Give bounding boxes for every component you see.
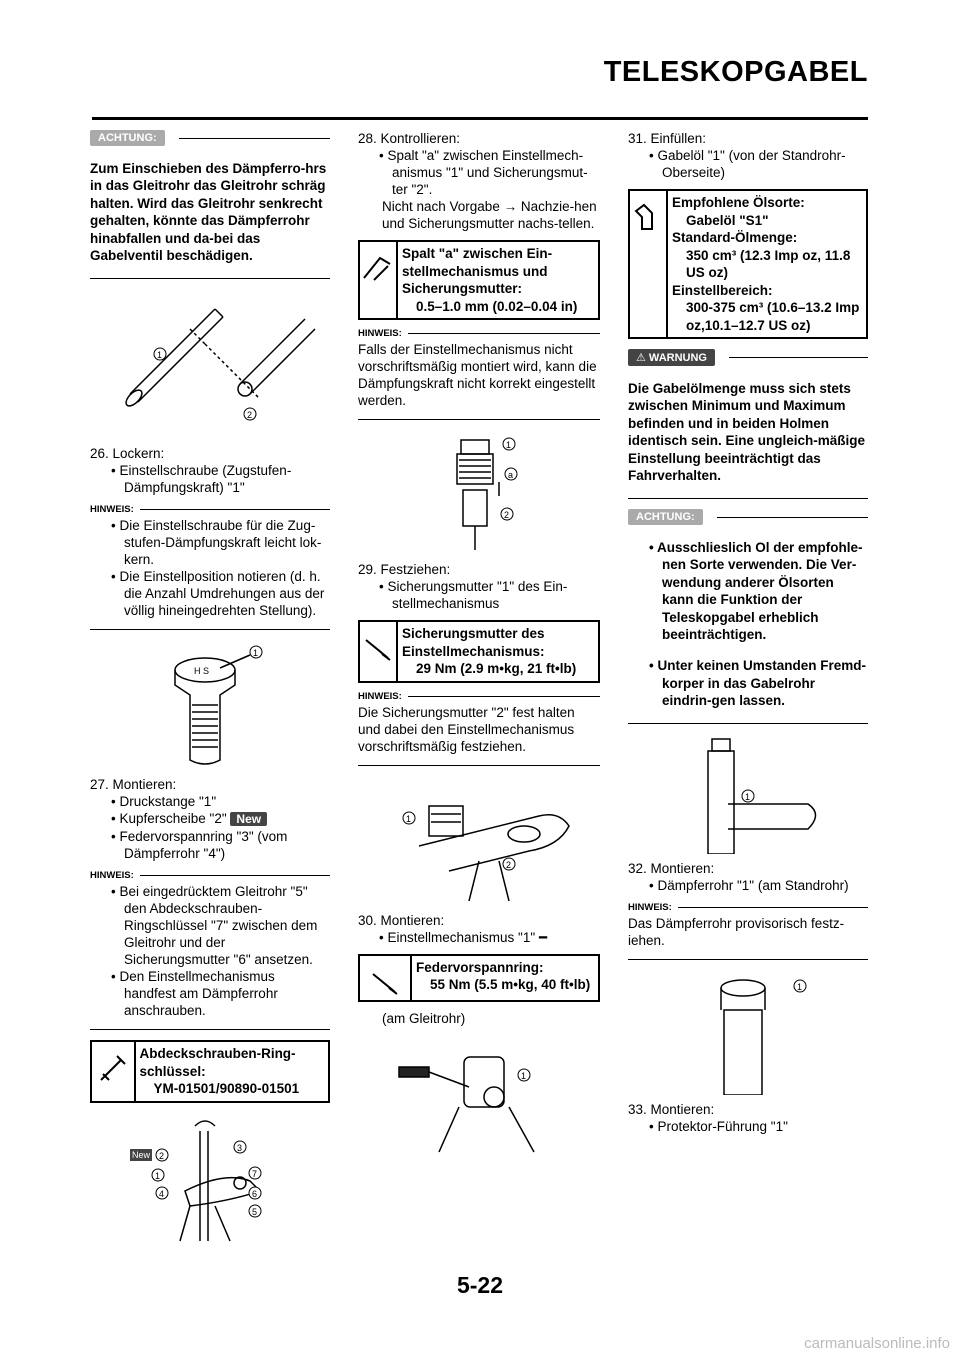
step-29: 29. Festziehen: bbox=[358, 562, 451, 577]
note-header bbox=[90, 504, 330, 515]
note-header bbox=[358, 328, 600, 339]
svg-text:6: 6 bbox=[252, 1188, 258, 1199]
svg-text:H S: H S bbox=[194, 666, 210, 676]
step-30: 30. Montieren: bbox=[358, 912, 445, 928]
caution-header bbox=[628, 509, 868, 525]
svg-text:1: 1 bbox=[797, 982, 803, 992]
warning-label: ⚠ WARNUNG bbox=[628, 349, 715, 366]
torque-wrench-icon bbox=[360, 622, 398, 681]
step-27: 27. Montieren: bbox=[90, 777, 177, 792]
note-28: Falls der Einstellmechanismus nicht vorschriftsmäßig montiert wird, kann die Dämpfungskraft nicht korrekt eingestellt werden. bbox=[358, 342, 597, 408]
tool-spec-box bbox=[90, 1040, 330, 1103]
warning-header bbox=[628, 349, 868, 366]
column-left bbox=[90, 130, 330, 1251]
svg-text:1: 1 bbox=[253, 648, 259, 658]
figure-protector bbox=[628, 970, 868, 1095]
note-label: HINWEIS: bbox=[90, 504, 134, 515]
torque-wrench-icon bbox=[360, 956, 412, 1000]
note-26-item-1: • Die Einstellschraube für die Zug-stufen-Dämpfungskraft leicht lok-kern. bbox=[111, 518, 322, 567]
oil-type-label: Empfohlene Ölsorte: bbox=[672, 195, 805, 210]
step-28-item: • Spalt "a" zwischen Einstellmech-anismus "1" und Sicherungsmut-ter "2". bbox=[379, 148, 588, 197]
column-right bbox=[628, 130, 868, 1135]
svg-text:1: 1 bbox=[506, 440, 512, 450]
svg-text:New: New bbox=[132, 1149, 151, 1160]
step-29-item: • Sicherungsmutter "1" des Ein-stellmechanismus bbox=[379, 579, 568, 611]
step-26: 26. Lockern: bbox=[90, 446, 165, 461]
step-27-item-3: • Federvorspannring "3" (vom Dämpferrohr "4") bbox=[111, 829, 288, 861]
header-rule bbox=[92, 117, 868, 120]
figure-adjuster bbox=[90, 640, 330, 770]
new-tag: New bbox=[230, 812, 267, 826]
caution-text: Zum Einschieben des Dämpferro-hrs in das Gleitrohr das Gleitrohr schräg halten. Wird das Gleitrohr senkrecht gehalten, könnte das Dämpferrohr hinabfallen und da-bei das Gabelventil beschädigen. bbox=[90, 160, 327, 263]
step-31-item: • Gabelöl "1" (von der Standrohr-Oberseite) bbox=[649, 148, 846, 180]
oil-type-value: Gabelöl "S1" bbox=[686, 212, 769, 228]
oil-can-icon bbox=[630, 191, 668, 337]
note-label: HINWEIS: bbox=[358, 328, 402, 339]
oil-qty-label: Standard-Ölmenge: bbox=[672, 230, 798, 245]
spec-locknut-value: 29 Nm (2.9 m•kg, 21 ft•lb) bbox=[416, 661, 577, 676]
figure-damper-install bbox=[628, 734, 868, 854]
svg-text:3: 3 bbox=[237, 1142, 243, 1153]
svg-text:2: 2 bbox=[504, 510, 510, 520]
spec-box-preload bbox=[358, 954, 600, 1002]
note-label: HINWEIS: bbox=[90, 870, 134, 881]
wrench-icon: ━ bbox=[538, 929, 548, 945]
oil-range-value: 300-375 cm³ (10.6–13.2 Imp oz,10.1–12.7 US oz) bbox=[686, 300, 860, 333]
step-28: 28. Kontrollieren: bbox=[358, 131, 461, 146]
tool-title: Abdeckschrauben-Ring-schlüssel: bbox=[139, 1046, 296, 1079]
note-label: HINWEIS: bbox=[628, 902, 672, 913]
svg-text:1: 1 bbox=[155, 1170, 161, 1181]
caution-item-2: • Unter keinen Umstanden Fremd-korper in das Gabelrohr eindrin-gen lassen. bbox=[649, 658, 867, 708]
spec-box-locknut bbox=[358, 620, 600, 683]
note-header bbox=[628, 902, 868, 913]
oil-qty-value: 350 cm³ (12.3 Imp oz, 11.8 US oz) bbox=[686, 247, 851, 280]
gauge-icon bbox=[360, 242, 398, 318]
step-32: 32. Montieren: bbox=[628, 861, 715, 876]
svg-text:7: 7 bbox=[252, 1168, 258, 1179]
step-33: 33. Montieren: bbox=[628, 1102, 715, 1117]
svg-text:1: 1 bbox=[157, 350, 163, 360]
note-32: Das Dämpferrohr provisorisch festz-iehen. bbox=[628, 916, 845, 948]
step-30-tail: (am Gleitrohr) bbox=[382, 1010, 466, 1026]
note-27-item-2: • Den Einstellmechanismus handfest am Dämpferrohr anschrauben. bbox=[111, 969, 278, 1018]
step-32-item: • Dämpferrohr "1" (am Standrohr) bbox=[649, 878, 849, 893]
svg-text:2: 2 bbox=[506, 859, 512, 870]
spec-gap-title: Spalt "a" zwischen Ein-stellmechanismus und Sicherungsmutter: bbox=[402, 246, 553, 296]
note-26-item-2: • Die Einstellposition notieren (d. h. die Anzahl Umdrehungen aus der völlig hineingedrehten Stellung). bbox=[111, 569, 325, 618]
step-28-item-cont: Nicht nach Vorgabe → Nachzie-hen und Sicherungsmutter nachs-tellen. bbox=[382, 199, 597, 231]
page-title: TELESKOPGABEL bbox=[603, 56, 868, 88]
footer-watermark: carmanualsonline.info bbox=[804, 1335, 950, 1352]
caution-label: ACHTUNG: bbox=[628, 509, 703, 525]
svg-text:4: 4 bbox=[159, 1188, 165, 1199]
spec-box-gap bbox=[358, 240, 600, 320]
note-label: HINWEIS: bbox=[358, 690, 402, 702]
step-33-item: • Protektor-Führung "1" bbox=[649, 1119, 788, 1134]
tool-icon bbox=[92, 1042, 136, 1101]
page-number: 5-22 bbox=[456, 1272, 504, 1298]
caution-header bbox=[90, 130, 330, 146]
svg-text:1: 1 bbox=[521, 1070, 527, 1081]
svg-text:1: 1 bbox=[745, 792, 751, 802]
note-header bbox=[90, 870, 330, 881]
spec-gap-value: 0.5–1.0 mm (0.02–0.04 in) bbox=[416, 298, 578, 314]
warning-text: Die Gabelölmenge muss sich stets zwischen Minimum und Maximum befinden und in beiden Holmen identisch sein. Eine ungleich-mäßige Einstellung beeinträchtigt das Fahrverhalten. bbox=[628, 380, 866, 483]
svg-text:5: 5 bbox=[252, 1206, 258, 1217]
figure-mount bbox=[359, 1027, 599, 1157]
svg-text:2: 2 bbox=[159, 1150, 165, 1161]
step-30-item: • Einstellmechanismus "1" ━ bbox=[379, 929, 548, 945]
oil-range-label: Einstellbereich: bbox=[672, 282, 773, 298]
spec-locknut-title: Sicherungsmutter des Einstellmechanismus: bbox=[402, 626, 545, 659]
step-31: 31. Einfüllen: bbox=[628, 131, 707, 146]
svg-text:2: 2 bbox=[247, 410, 253, 420]
svg-text:1: 1 bbox=[406, 813, 412, 824]
figure-tighten bbox=[359, 776, 599, 906]
spec-box-oil bbox=[628, 189, 868, 339]
note-27-item-1: • Bei eingedrücktem Gleitrohr "5" den Abdeckschrauben-Ringschlüssel "7" zwischen dem Gleitrohr und der Sicherungsmutter "6" ansetzen. bbox=[111, 884, 318, 967]
spec-preload-title: Federvorspannring: bbox=[416, 959, 544, 975]
note-header bbox=[358, 691, 600, 702]
step-27-item-2: • Kupferscheibe "2" New bbox=[100, 810, 330, 828]
step-27-item-1: • Druckstange "1" bbox=[111, 794, 217, 809]
tool-value: YM-01501/90890-01501 bbox=[153, 1081, 300, 1096]
spec-preload-value: 55 Nm (5.5 m•kg, 40 ft•lb) bbox=[430, 977, 591, 992]
figure-tool-assembly bbox=[90, 1111, 330, 1251]
figure-gap-check bbox=[359, 430, 599, 555]
note-29: Die Sicherungsmutter "2" fest halten und dabei den Einstellmechanismus vorschriftsmäßig festziehen. bbox=[358, 704, 575, 754]
svg-text:a: a bbox=[508, 470, 514, 480]
column-middle bbox=[358, 130, 600, 1157]
caution-item-1: • Ausschlieslich Ol der empfohle-nen Sorte verwenden. Die Ver-wendung anderer Ölsorten kann die Funktion der Teleskopgabel erheblich beeinträchtigen. bbox=[649, 539, 863, 642]
figure-damper-rod bbox=[90, 289, 330, 439]
step-26-item: • Einstellschraube (Zugstufen-Dämpfungskraft) "1" bbox=[111, 463, 292, 495]
caution-label: ACHTUNG: bbox=[90, 130, 165, 146]
